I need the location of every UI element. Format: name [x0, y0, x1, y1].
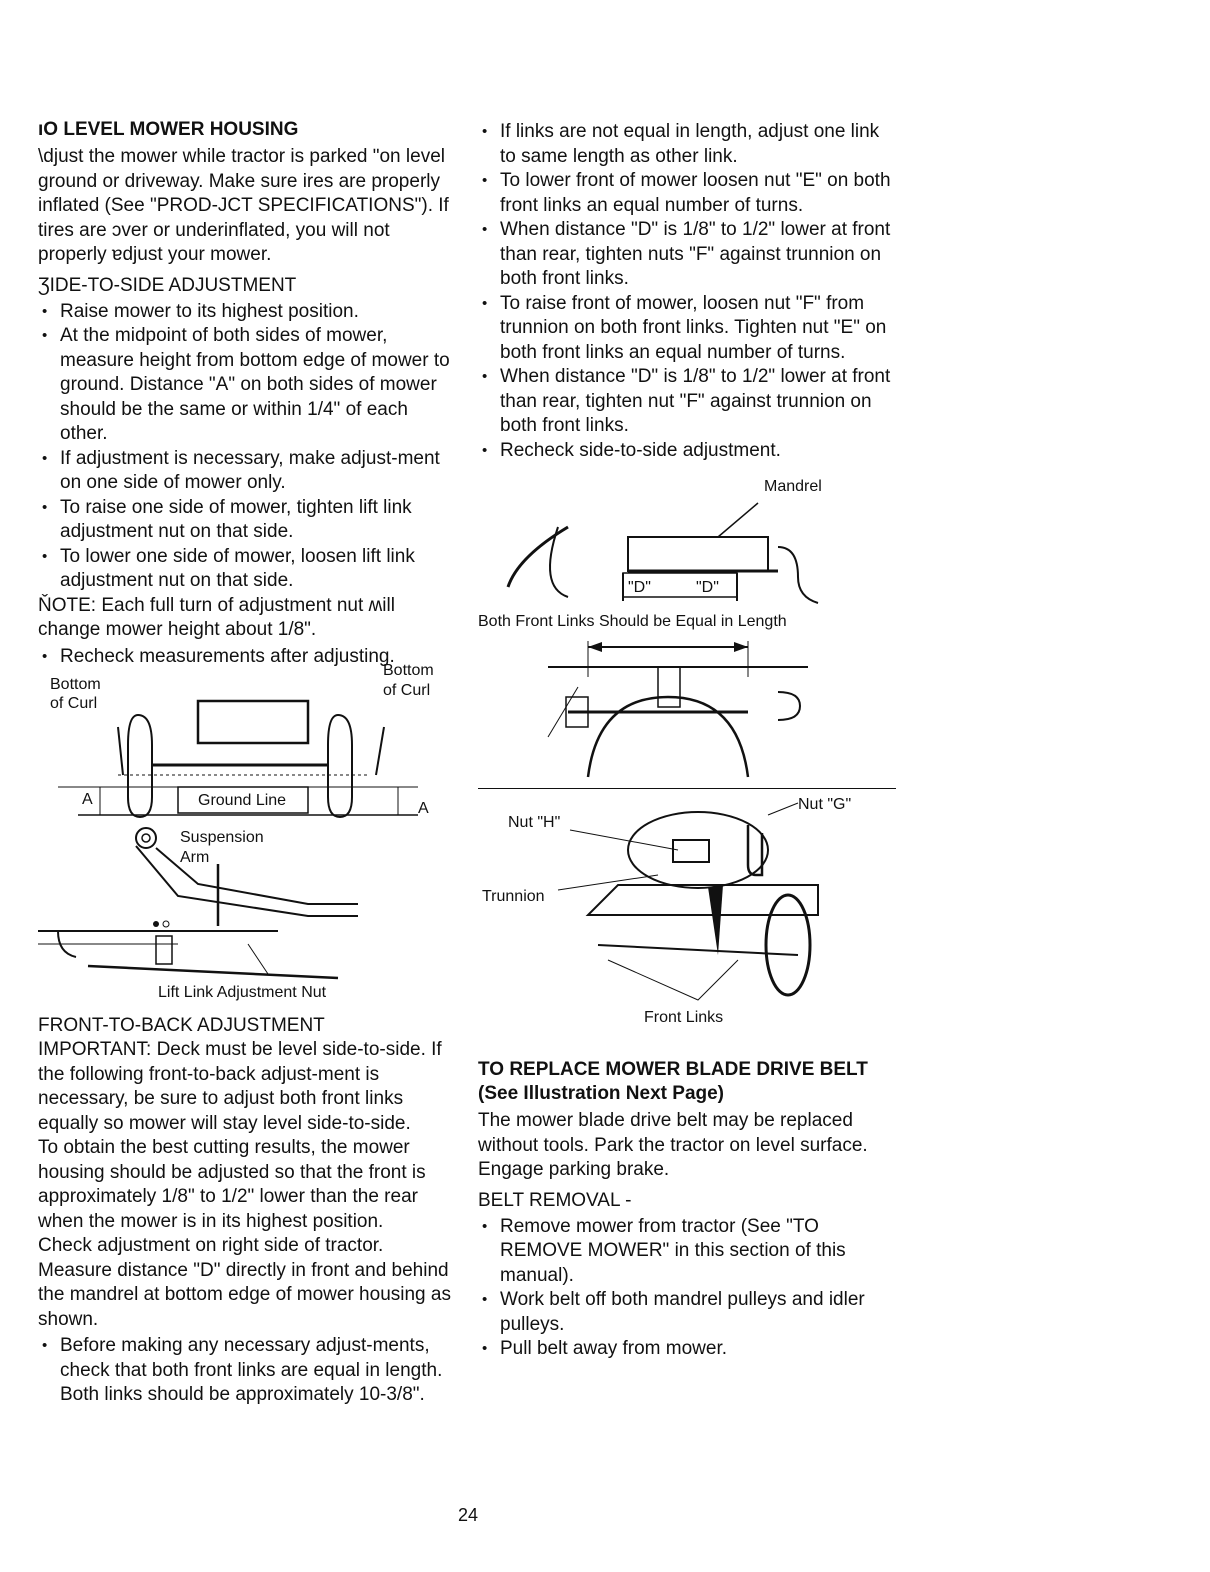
- list-item: • To raise front of mower, loosen nut "F" from trunnion on both front links. Tighten nut "E" on both front links an equal number of turns.: [478, 292, 898, 366]
- trunnion-label: Trunnion: [482, 888, 545, 905]
- list-item: • Before making any necessary adjust-ments, check that both front links are equal in length. Both links should be approximately 10-3/8".: [38, 1334, 458, 1408]
- mandrel-diagram: [478, 477, 888, 607]
- front-axle-illustration: [478, 637, 898, 782]
- note-text: Each full turn of adjustment nut ʍill change mower height about 1/8".: [38, 594, 395, 640]
- d-rear-label: "D": [696, 579, 719, 596]
- note: [38, 594, 458, 643]
- trunnion-diagram: [478, 795, 898, 1050]
- list-item: • Pull belt away from mower.: [478, 1337, 898, 1362]
- lift-link-diagram: [38, 826, 448, 1008]
- a-left-label: A: [82, 791, 93, 808]
- level-text: \djust the mower while tractor is parked ʺon level ground or driveway. Make sure ires are properly inflated (See "PROD-JCT SPECIFICATIONS"). If tires are ɔver or underinflated, you will not properly ɐdjust your mower.: [38, 146, 449, 265]
- front-links-caption: Both Front Links Should be Equal in Length: [478, 613, 787, 630]
- ground-line-label: Ground Line: [198, 792, 287, 809]
- left-column: [38, 118, 458, 1408]
- list-item: • When distance "D" is 1/8" to 1/2" lower at front than rear, tighten nut "F" against trunnion on both front links.: [478, 365, 898, 439]
- list-item: • Recheck measurements after adjusting.: [38, 645, 458, 670]
- list-item: • If adjustment is necessary, make adjust-ment on one side of mower only.: [38, 447, 458, 496]
- lift-link-caption: Lift Link Adjustment Nut: [158, 984, 327, 1001]
- right-column: [478, 118, 898, 1362]
- side-heading: ƷIDE-TO-SIDE ADJUSTMENT: [38, 274, 297, 296]
- nut-h-label: Nut "H": [508, 814, 561, 831]
- suspension-label-2: Arm: [180, 849, 210, 866]
- front-links-label: Front Links: [644, 1009, 724, 1026]
- obtain-text: To obtain the best cutting results, the mower housing should be adjusted so that the front is approximately 1/8" to 1/2" lower than the rear when the mower is in its highest position.: [38, 1137, 426, 1232]
- suspension-label-1: Suspension: [180, 829, 264, 846]
- bottom-curl-left-label-1: Bottom: [50, 676, 101, 693]
- list-item: • Raise mower to its highest position.: [38, 300, 458, 325]
- removal-list: [478, 1215, 898, 1362]
- belt-heading: TO REPLACE MOWER BLADE DRIVE BELT (See Illustration Next Page): [478, 1059, 868, 1104]
- belt-text: The mower blade drive belt may be replaced without tools. Park the tractor on level surface. Engage parking brake.: [478, 1110, 868, 1180]
- list-item: • To raise one side of mower, tighten lift link adjustment nut on that side.: [38, 496, 458, 545]
- list-item: • Remove mower from tractor (See "TO REMOVE MOWER" in this section of this manual).: [478, 1215, 898, 1289]
- mandrel-label: Mandrel: [764, 478, 822, 495]
- bottom-curl-left-label-2: of Curl: [50, 695, 98, 712]
- list-item: • Work belt off both mandrel pulleys and idler pulleys.: [478, 1288, 898, 1337]
- check-text: Check adjustment on right side of tractor. Measure distance "D" directly in front and behind the mandrel at bottom edge of mower housing as shown.: [38, 1235, 451, 1330]
- removal-heading: BELT REMOVAL -: [478, 1189, 632, 1211]
- d-front-label: "D": [628, 579, 651, 596]
- list-item: • To lower front of mower loosen nut "E" on both front links an equal number of turns.: [478, 169, 898, 218]
- list-item: • If links are not equal in length, adjust one link to same length as other link.: [478, 120, 898, 169]
- note-label: ŇOTE:: [38, 594, 97, 616]
- mower-side-illustration: [478, 477, 888, 607]
- bottom-curl-right-label-1: Bottom: [383, 662, 434, 679]
- list-item: • To lower one side of mower, loosen lift link adjustment nut on that side.: [38, 545, 458, 594]
- links-length-diagram: [478, 637, 898, 782]
- front-list: [38, 1334, 458, 1408]
- important-text: IMPORTANT: Deck must be level side-to-side. If the following front-to-back adjust-ment is necessary, be sure to adjust both front links equally so mower will stay level side-to-side.: [38, 1039, 442, 1134]
- right-list: [478, 120, 898, 463]
- front-heading: FRONT-TO-BACK ADJUSTMENT: [38, 1015, 325, 1036]
- divider-line: [478, 788, 896, 789]
- bottom-curl-right-label-2: of Curl: [383, 682, 431, 699]
- list-item: • Recheck side-to-side adjustment.: [478, 439, 898, 464]
- level-heading: ıO LEVEL MOWER HOUSING: [38, 119, 299, 140]
- list-item: • At the midpoint of both sides of mower, measure height from bottom edge of mower to ground. Distance "A" on both sides of mower should be the same or within 1/4" of each other.: [38, 324, 458, 447]
- page-number: 24: [458, 1505, 479, 1525]
- a-right-label: A: [418, 800, 429, 817]
- side-list: [38, 300, 458, 594]
- suspension-arm-illustration: [38, 826, 448, 986]
- nut-g-label: Nut "G": [798, 796, 852, 813]
- list-item: • When distance "D" is 1/8" to 1/2" lower at front than rear, tighten nuts "F" against trunnion on both front links.: [478, 218, 898, 292]
- side-view-diagram: [38, 662, 448, 820]
